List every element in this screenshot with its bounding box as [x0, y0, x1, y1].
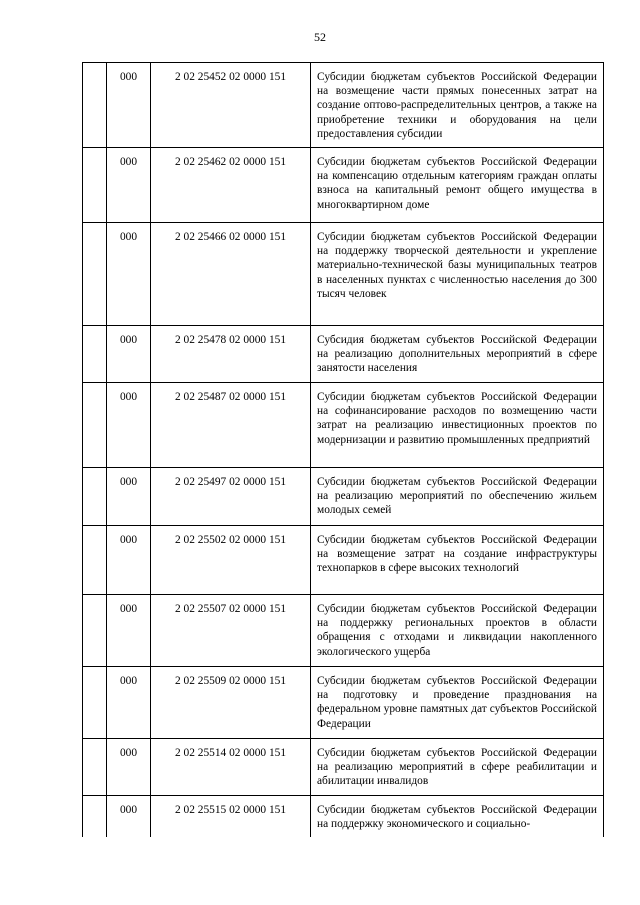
page-number: 52 — [314, 30, 326, 44]
admin-code-cell: 000 — [107, 526, 151, 595]
description-cell: Субсидии бюджетам субъектов Российской Федерации на возмещение затрат на создание инфраструктуры технопарков в сфере высоких технологий — [311, 526, 604, 595]
blank-cell — [83, 667, 107, 739]
description-cell: Субсидии бюджетам субъектов Российской Федерации на реализацию мероприятий по обеспечению жильем молодых семей — [311, 468, 604, 526]
budget-code-cell: 2 02 25514 02 0000 151 — [151, 739, 311, 796]
admin-code-cell: 000 — [107, 63, 151, 148]
budget-code-cell: 2 02 25507 02 0000 151 — [151, 595, 311, 667]
table-row — [83, 526, 604, 595]
blank-cell — [83, 326, 107, 383]
table-row — [83, 667, 604, 739]
description-cell: Субсидии бюджетам субъектов Российской Федерации на компенсацию отдельным категориям граждан оплаты взноса на капитальный ремонт общего имущества в многоквартирном доме — [311, 148, 604, 223]
blank-cell — [83, 468, 107, 526]
description-cell: Субсидия бюджетам субъектов Российской Федерации на реализацию дополнительных мероприятий в сфере занятости населения — [311, 326, 604, 383]
table-row — [83, 148, 604, 223]
blank-cell — [83, 223, 107, 326]
admin-code-cell: 000 — [107, 796, 151, 838]
budget-classification-table — [82, 62, 604, 837]
budget-code-cell: 2 02 25487 02 0000 151 — [151, 383, 311, 468]
admin-code-cell: 000 — [107, 468, 151, 526]
admin-code-cell: 000 — [107, 326, 151, 383]
blank-cell — [83, 796, 107, 838]
table-row — [83, 796, 604, 838]
description-cell: Субсидии бюджетам субъектов Российской Федерации на реализацию мероприятий в сфере реабилитации и абилитации инвалидов — [311, 739, 604, 796]
blank-cell — [83, 739, 107, 796]
blank-cell — [83, 595, 107, 667]
table-row — [83, 383, 604, 468]
budget-code-cell: 2 02 25462 02 0000 151 — [151, 148, 311, 223]
table-row — [83, 223, 604, 326]
blank-cell — [83, 63, 107, 148]
budget-code-cell: 2 02 25466 02 0000 151 — [151, 223, 311, 326]
admin-code-cell: 000 — [107, 739, 151, 796]
blank-cell — [83, 148, 107, 223]
description-cell: Субсидии бюджетам субъектов Российской Федерации на поддержку экономического и социально- — [311, 796, 604, 838]
description-cell: Субсидии бюджетам субъектов Российской Федерации на подготовку и проведение празднования на федеральном уровне памятных дат субъектов Российской Федерации — [311, 667, 604, 739]
budget-code-cell: 2 02 25502 02 0000 151 — [151, 526, 311, 595]
admin-code-cell: 000 — [107, 383, 151, 468]
description-cell: Субсидии бюджетам субъектов Российской Федерации на возмещение части прямых понесенных затрат на создание оптово-распределительных центров, а также на приобретение техники и оборудования на цели предоставления субсидии — [311, 63, 604, 148]
description-cell: Субсидии бюджетам субъектов Российской Федерации на софинансирование расходов по возмещению части затрат на реализацию инвестиционных проектов по модернизации и развитию промышленных предприятий — [311, 383, 604, 468]
blank-cell — [83, 383, 107, 468]
admin-code-cell: 000 — [107, 223, 151, 326]
admin-code-cell: 000 — [107, 667, 151, 739]
budget-code-cell: 2 02 25497 02 0000 151 — [151, 468, 311, 526]
table-row — [83, 739, 604, 796]
description-cell: Субсидии бюджетам субъектов Российской Федерации на поддержку творческой деятельности и укрепление материально-технической базы муниципальных театров в населенных пунктах с численностью населения до 300 тысяч человек — [311, 223, 604, 326]
table-row — [83, 326, 604, 383]
table-row — [83, 63, 604, 148]
table-row — [83, 468, 604, 526]
description-cell: Субсидии бюджетам субъектов Российской Федерации на поддержку региональных проектов в области обращения с отходами и ликвидации накопленного экологического ущерба — [311, 595, 604, 667]
blank-cell — [83, 526, 107, 595]
budget-code-cell: 2 02 25452 02 0000 151 — [151, 63, 311, 148]
budget-code-cell: 2 02 25478 02 0000 151 — [151, 326, 311, 383]
admin-code-cell: 000 — [107, 595, 151, 667]
budget-code-cell: 2 02 25515 02 0000 151 — [151, 796, 311, 838]
budget-code-cell: 2 02 25509 02 0000 151 — [151, 667, 311, 739]
admin-code-cell: 000 — [107, 148, 151, 223]
table-row — [83, 595, 604, 667]
